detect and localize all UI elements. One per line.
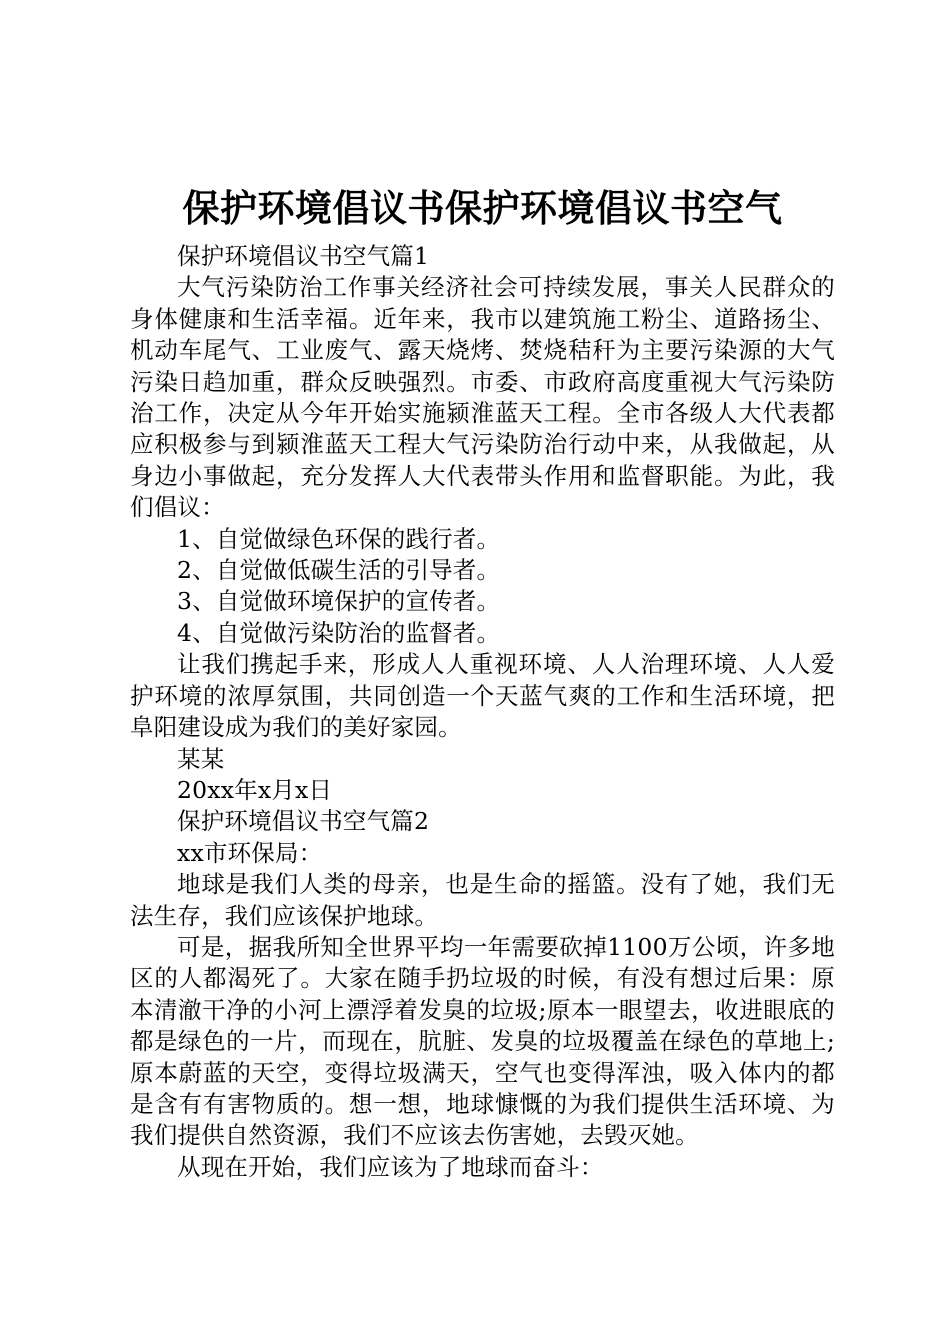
document-title: 保护环境倡议书保护环境倡议书空气 [182,186,783,230]
document-body [130,183,835,1183]
addressee-line: xx市环保局： [177,838,323,867]
paragraph-earth-mother: 地球是我们人类的母亲，也是生命的摇篮。没有了她，我们无法生存，我们应该保护地球。 [130,870,835,930]
paragraph-heading-part-1: 保护环境倡议书空气篇1 [177,242,430,270]
signature-date: 20xx年x月x日 [177,775,333,804]
paragraph-call-to-action: 让我们携起手来，形成人人重视环境、人人治理环境、人人爱护环境的浓厚氛围，共同创造一个天蓝气爽的工作和生活环境，把阜阳建设成为我们的美好家园。 [130,650,835,742]
proposal-item-3: 3、自觉做环境保护的宣传者。 [177,587,501,616]
paragraph-consequences: 可是，据我所知全世界平均一年需要砍掉1100万公顷，许多地区的人都渴死了。大家在随手扔垃圾的时候，有没有想过后果：原本清澈干净的小河上漂浮着发臭的垃圾;原本一眼望去，收进眼底的都是绿色的一片，而现在，肮脏、发臭的垃圾覆盖在绿色的草地上;原本蔚蓝的天空，变得垃圾满天，空气也变得浑浊，吸入体内的都是含有有害物质的。想一想，地球慷慨的为我们提供生活环境、为我们提供自然资源，我们不应该去伤害她，去毁灭她。 [130,932,835,1150]
signature-name: 某某 [177,744,225,773]
paragraph-intro: 大气污染防治工作事关经济社会可持续发展，事关人民群众的身体健康和生活幸福。近年来，我市以建筑施工粉尘、道路扬尘、机动车尾气、工业废气、露天烧烤、焚烧秸秆为主要污染源的大气污染日趋加重，群众反映强烈。市委、市政府高度重视大气污染防治工作，决定从今年开始实施颍淮蓝天工程。全市各级人大代表都应积极参与到颍淮蓝天工程大气污染防治行动中来，从我做起，从身边小事做起，充分发挥人大代表带头作用和监督职能。为此，我们倡议： [130,273,835,522]
proposal-item-4: 4、自觉做污染防治的监督者。 [177,618,501,647]
proposal-item-1: 1、自觉做绿色环保的践行者。 [177,524,501,553]
paragraph-heading-part-2: 保护环境倡议书空气篇2 [177,807,430,836]
proposal-item-2: 2、自觉做低碳生活的引导者。 [177,556,501,585]
paragraph-from-now-on: 从现在开始，我们应该为了地球而奋斗： [177,1152,604,1181]
